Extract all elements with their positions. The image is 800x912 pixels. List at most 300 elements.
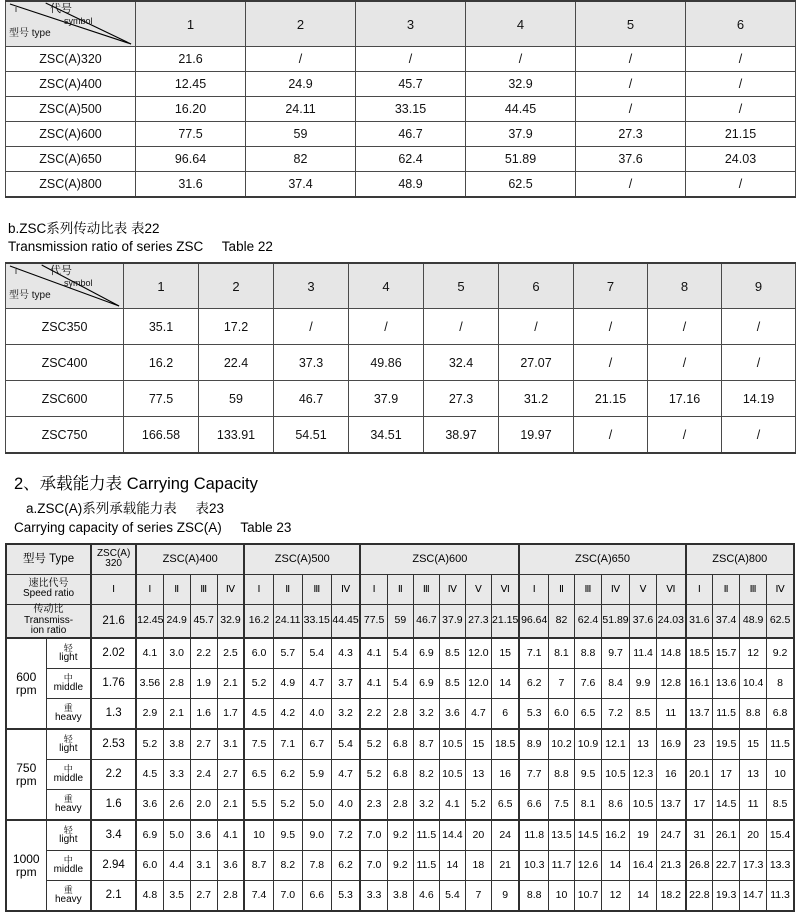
speed-ratio-cell: Ⅳ (439, 574, 465, 604)
table-row (6, 760, 794, 790)
cell: 14 (630, 881, 657, 912)
cell: 2.5 (217, 638, 244, 669)
cell: 8.5 (630, 699, 657, 730)
section-title-carrying-capacity: 2、承载能力表 Carrying Capacity (14, 475, 258, 494)
speed-ratio-cell: Ⅰ (244, 574, 273, 604)
cell: 9 (491, 881, 519, 912)
cell: 4.9 (273, 669, 302, 699)
table-header-groups-row (6, 544, 794, 575)
cell: 10.5 (439, 729, 465, 760)
cell: 17.2 (199, 309, 274, 345)
cell: 2.53 (91, 729, 136, 760)
cell: 5.2 (244, 669, 273, 699)
cell: 4.7 (331, 760, 360, 790)
table-row (6, 147, 796, 172)
cell: 3.8 (163, 729, 190, 760)
transmission-ratio-cell: 21.6 (91, 604, 136, 638)
cell: 3.3 (163, 760, 190, 790)
cell: 4.7 (465, 699, 491, 730)
cell: 20 (740, 820, 767, 851)
cell: 5.2 (136, 729, 163, 760)
cell: 7.5 (244, 729, 273, 760)
cell: 7.8 (302, 851, 331, 881)
cell: / (274, 309, 349, 345)
cell: 7.0 (273, 881, 302, 912)
cell: 8.8 (548, 760, 574, 790)
cell: / (722, 345, 796, 381)
cell: / (648, 345, 722, 381)
transmission-ratio-cell: 77.5 (360, 604, 387, 638)
cell: 8.1 (548, 638, 574, 669)
cell: 7.4 (244, 881, 273, 912)
table-row (6, 47, 796, 72)
column-header: 6 (686, 1, 796, 47)
cell: 7.5 (548, 790, 574, 821)
cell: 5.2 (360, 760, 387, 790)
cell: 59 (246, 122, 356, 147)
cell: 4.1 (360, 638, 387, 669)
cell: 14 (439, 851, 465, 881)
cell: / (466, 47, 576, 72)
group-header-zsca650: ZSC(A)650 (519, 544, 685, 575)
rpm-label-750 (6, 729, 46, 820)
cell: 2.2 (360, 699, 387, 730)
table-row (6, 309, 796, 345)
cell: 5.9 (302, 760, 331, 790)
table-row (6, 729, 794, 760)
cell: 62.5 (466, 172, 576, 198)
cell: 3.1 (190, 851, 217, 881)
cell: 2.1 (163, 699, 190, 730)
cell: 38.97 (424, 417, 499, 454)
cell: / (574, 309, 648, 345)
cell: 7.0 (360, 820, 387, 851)
load-en: middle (53, 773, 84, 785)
transmission-en2: ion ratio (30, 625, 67, 637)
cell: 6.0 (136, 851, 163, 881)
cell: 1.6 (190, 699, 217, 730)
column-header: 9 (722, 263, 796, 309)
cell: / (499, 309, 574, 345)
transmission-ratio-cell: 31.6 (686, 604, 713, 638)
column-header: 1 (136, 1, 246, 47)
transmission-ratio-cell: 37.4 (713, 604, 740, 638)
cell: / (576, 172, 686, 198)
cell: 12 (602, 881, 630, 912)
cell: 21.6 (136, 47, 246, 72)
cell: 54.51 (274, 417, 349, 454)
cell: 3.6 (190, 820, 217, 851)
load-label-light (46, 638, 91, 669)
cell: 23 (686, 729, 713, 760)
corner-label-daihao: 代号 (50, 3, 72, 15)
transmission-ratio-cell: 27.3 (465, 604, 491, 638)
table-row (6, 790, 794, 821)
cell: / (424, 309, 499, 345)
speed-ratio-cell: Ⅲ (413, 574, 439, 604)
cell: 3.7 (331, 669, 360, 699)
table-row (6, 345, 796, 381)
cell: 10 (767, 760, 794, 790)
cell: 5.0 (163, 820, 190, 851)
transmission-ratio-cell: 96.64 (519, 604, 548, 638)
table-row (6, 122, 796, 147)
cell: 16.4 (630, 851, 657, 881)
cell: 17.3 (740, 851, 767, 881)
cell: 13.5 (548, 820, 574, 851)
load-label-heavy (46, 881, 91, 912)
speed-ratio-cell: Ⅵ (657, 574, 686, 604)
load-cn: 重 (63, 702, 73, 713)
cell: 11.5 (767, 729, 794, 760)
cell: 20.1 (686, 760, 713, 790)
load-en: middle (53, 682, 84, 694)
cell: 48.9 (356, 172, 466, 198)
column-header: 5 (424, 263, 499, 309)
cell: 11.3 (767, 881, 794, 912)
cell: / (686, 72, 796, 97)
cell: 10.9 (574, 729, 601, 760)
cell: 3.3 (360, 881, 387, 912)
cell: 1.76 (91, 669, 136, 699)
cell: 14 (491, 669, 519, 699)
cell: 12 (740, 638, 767, 669)
cell: 6.8 (387, 729, 413, 760)
cell: 18 (465, 851, 491, 881)
cell: 82 (246, 147, 356, 172)
cell: / (576, 97, 686, 122)
cell: 35.1 (124, 309, 199, 345)
cell: 5.3 (519, 699, 548, 730)
cell: 17 (713, 760, 740, 790)
caption-22-english: Transmission ratio of series ZSC Table 22 (8, 239, 273, 255)
cell: 37.6 (576, 147, 686, 172)
cell: 2.1 (91, 881, 136, 912)
cell: 18.5 (686, 638, 713, 669)
cell: 12.3 (630, 760, 657, 790)
cell: 6.5 (244, 760, 273, 790)
cell: 7.6 (574, 669, 601, 699)
column-header: 1 (124, 263, 199, 309)
cell: 13.3 (767, 851, 794, 881)
cell: 16.2 (124, 345, 199, 381)
speed-ratio-cell: Ⅱ (387, 574, 413, 604)
column-header: 3 (274, 263, 349, 309)
cell: 5.7 (273, 638, 302, 669)
row-header: ZSC(A)800 (6, 172, 136, 198)
cell: 16 (491, 760, 519, 790)
cell: 37.9 (349, 381, 424, 417)
cell: 3.56 (136, 669, 163, 699)
cell: 5.4 (387, 669, 413, 699)
cell: 3.6 (439, 699, 465, 730)
transmission-ratio-cell: 37.6 (630, 604, 657, 638)
speed-ratio-cell: Ⅰ (686, 574, 713, 604)
row-header: ZSC350 (6, 309, 124, 345)
load-en: light (59, 834, 78, 846)
cell: 4.6 (413, 881, 439, 912)
cell: / (574, 417, 648, 454)
cell: 8.2 (413, 760, 439, 790)
cell: 34.51 (349, 417, 424, 454)
cell: 10.2 (548, 729, 574, 760)
caption-23-chinese: a.ZSC(A)系列承载能力表 表23 (26, 501, 225, 517)
transmission-ratio-cell: 24.11 (273, 604, 302, 638)
cell: 7 (465, 881, 491, 912)
header-type-text: 型号 Type (22, 553, 75, 566)
load-label-light (46, 820, 91, 851)
rpm-unit: rpm (15, 864, 37, 879)
speed-ratio-cell: Ⅳ (217, 574, 244, 604)
speed-ratio-en: Speed ratio (22, 588, 75, 600)
cell: / (349, 309, 424, 345)
table-row (6, 172, 796, 198)
cell: 12.8 (657, 669, 686, 699)
cell: 12.6 (574, 851, 601, 881)
cell: 11.4 (630, 638, 657, 669)
cell: 4.3 (331, 638, 360, 669)
cell: 133.91 (199, 417, 274, 454)
cell: 10.5 (439, 760, 465, 790)
rpm-value: 1000 (12, 851, 40, 866)
cell: 2.0 (190, 790, 217, 821)
speed-ratio-cn: 速比代号 (28, 577, 69, 589)
cell: 16 (657, 760, 686, 790)
cell: 9.0 (302, 820, 331, 851)
transmission-ratio-cell: 59 (387, 604, 413, 638)
load-en: heavy (54, 894, 82, 906)
cell: 8.7 (413, 729, 439, 760)
cell: 14.4 (439, 820, 465, 851)
caption-23-english: Carrying capacity of series ZSC(A) Table 23 (14, 519, 292, 535)
load-en: heavy (54, 803, 82, 815)
cell: / (686, 172, 796, 198)
row-header: ZSC(A)600 (6, 122, 136, 147)
cell: 10.7 (574, 881, 601, 912)
cell: 2.8 (217, 881, 244, 912)
cell: 11.5 (713, 699, 740, 730)
cell: 16.20 (136, 97, 246, 122)
cell: 11 (657, 699, 686, 730)
corner-label-symbol: symbol (64, 16, 93, 26)
cell: 8.4 (602, 669, 630, 699)
speed-ratio-cell: Ⅲ (574, 574, 601, 604)
cell: 15 (740, 729, 767, 760)
cell: 8.2 (273, 851, 302, 881)
cell: 14.5 (574, 820, 601, 851)
cell: 7.2 (331, 820, 360, 851)
cell: 11.7 (548, 851, 574, 881)
transmission-ratio-cell: 32.9 (217, 604, 244, 638)
cell: / (648, 309, 722, 345)
cell: 2.8 (163, 669, 190, 699)
cell: 4.1 (360, 669, 387, 699)
rpm-label-1000 (6, 820, 46, 911)
transmission-ratio-cell: 51.89 (602, 604, 630, 638)
transmission-ratio-cell: 21.15 (491, 604, 519, 638)
row-header: ZSC600 (6, 381, 124, 417)
speed-ratio-cell: Ⅱ (713, 574, 740, 604)
cell: 2.8 (387, 790, 413, 821)
cell: 16.1 (686, 669, 713, 699)
table-row (6, 820, 794, 851)
cell: / (576, 72, 686, 97)
cell: 8.8 (519, 881, 548, 912)
column-header: 2 (246, 1, 356, 47)
cell: 14.7 (740, 881, 767, 912)
table-row (6, 72, 796, 97)
load-en: middle (53, 864, 84, 876)
cell: 37.3 (274, 345, 349, 381)
cell: 16.9 (657, 729, 686, 760)
speed-ratio-cell: Ⅴ (630, 574, 657, 604)
cell: 9.2 (387, 820, 413, 851)
cell: 22.4 (199, 345, 274, 381)
group-header-zsca400: ZSC(A)400 (136, 544, 244, 575)
cell: 2.4 (190, 760, 217, 790)
cell: 2.7 (190, 881, 217, 912)
row-header: ZSC400 (6, 345, 124, 381)
cell: 3.6 (136, 790, 163, 821)
rpm-label-600 (6, 638, 46, 729)
cell: 19 (630, 820, 657, 851)
group-header-zsca600: ZSC(A)600 (360, 544, 519, 575)
transmission-ratio-cell: 24.9 (163, 604, 190, 638)
transmission-ratio-cell: 46.7 (413, 604, 439, 638)
cell: 2.8 (387, 699, 413, 730)
cell: 51.89 (466, 147, 576, 172)
cell: 6.0 (548, 699, 574, 730)
cell: 6.9 (136, 820, 163, 851)
cell: 1.7 (217, 699, 244, 730)
cell: 24.7 (657, 820, 686, 851)
cell: 22.8 (686, 881, 713, 912)
cell: / (722, 417, 796, 454)
cell: 19.3 (713, 881, 740, 912)
corner-label-i: i (15, 266, 17, 277)
cell: 3.5 (163, 881, 190, 912)
cell: 6.6 (519, 790, 548, 821)
cell: 4.4 (163, 851, 190, 881)
cell: 3.8 (387, 881, 413, 912)
cell: 7.2 (602, 699, 630, 730)
transmission-en: Transmiss- (24, 614, 74, 626)
row-header: ZSC(A)320 (6, 47, 136, 72)
cell: 96.64 (136, 147, 246, 172)
speed-ratio-cell: Ⅴ (465, 574, 491, 604)
carrying-capacity-table (5, 543, 795, 912)
cell: 49.86 (349, 345, 424, 381)
cell: 37.9 (466, 122, 576, 147)
cell: 6.8 (387, 760, 413, 790)
cell: 6.2 (519, 669, 548, 699)
cell: 19.97 (499, 417, 574, 454)
cell: 27.07 (499, 345, 574, 381)
speed-ratio-cell: Ⅱ (548, 574, 574, 604)
speed-ratio-cell: Ⅰ (91, 574, 136, 604)
cell: 15.4 (767, 820, 794, 851)
corner-label-i: i (15, 4, 17, 14)
load-label-middle (46, 669, 91, 699)
cell: 27.3 (576, 122, 686, 147)
transmission-ratio-cell: 16.2 (244, 604, 273, 638)
cell: 2.3 (360, 790, 387, 821)
corner-label-symbol: symbol (64, 278, 93, 289)
cell: / (356, 47, 466, 72)
cell: 2.7 (190, 729, 217, 760)
cell: 24 (491, 820, 519, 851)
cell: 6.6 (302, 881, 331, 912)
cell: 2.02 (91, 638, 136, 669)
cell: 9.5 (273, 820, 302, 851)
cell: 17.16 (648, 381, 722, 417)
cell: 10.4 (740, 669, 767, 699)
column-header: 6 (499, 263, 574, 309)
cell: 8.1 (574, 790, 601, 821)
cell: 8.7 (244, 851, 273, 881)
cell: 3.2 (413, 790, 439, 821)
transmission-ratio-cell: 62.4 (574, 604, 601, 638)
load-cn: 轻 (63, 824, 73, 835)
cell: / (246, 47, 356, 72)
load-label-heavy (46, 699, 91, 730)
cell: 6.9 (413, 638, 439, 669)
cell: 13.7 (686, 699, 713, 730)
speed-ratio-cell: Ⅳ (602, 574, 630, 604)
column-header: 7 (574, 263, 648, 309)
cell: 5.0 (302, 790, 331, 821)
cell: 2.2 (91, 760, 136, 790)
cell: 15 (491, 638, 519, 669)
cell: 31.2 (499, 381, 574, 417)
cell: 15.7 (713, 638, 740, 669)
cell: 8.5 (439, 638, 465, 669)
caption-table-22 (8, 220, 800, 256)
cell: 15 (465, 729, 491, 760)
cell: 4.1 (439, 790, 465, 821)
cell: 21.3 (657, 851, 686, 881)
cell: 8.6 (602, 790, 630, 821)
cell: 5.4 (302, 638, 331, 669)
cell: 8.8 (740, 699, 767, 730)
corner-header-cell (6, 1, 136, 47)
transmission-ratio-table-zsc (5, 262, 796, 454)
cell: 17 (686, 790, 713, 821)
transmission-ratio-cell: 45.7 (190, 604, 217, 638)
rpm-value: 600 (16, 669, 37, 684)
cell: 4.0 (302, 699, 331, 730)
header-speed-ratio-label (6, 574, 91, 604)
load-cn: 轻 (63, 642, 73, 653)
cell: 7 (548, 669, 574, 699)
cell: / (722, 309, 796, 345)
cell: 32.9 (466, 72, 576, 97)
cell: 26.1 (713, 820, 740, 851)
table-row (6, 881, 794, 912)
table-row (6, 97, 796, 122)
cell: 3.4 (91, 820, 136, 851)
transmission-ratio-cell: 62.5 (767, 604, 794, 638)
speed-ratio-cell: Ⅲ (190, 574, 217, 604)
header-transmission-label (6, 604, 91, 638)
load-en: light (59, 652, 78, 664)
cell: 6.2 (331, 851, 360, 881)
cell: 7.1 (519, 638, 548, 669)
cell: 9.9 (630, 669, 657, 699)
transmission-cn: 传动比 (33, 603, 64, 615)
load-en: light (59, 743, 78, 755)
cell: 5.4 (387, 638, 413, 669)
